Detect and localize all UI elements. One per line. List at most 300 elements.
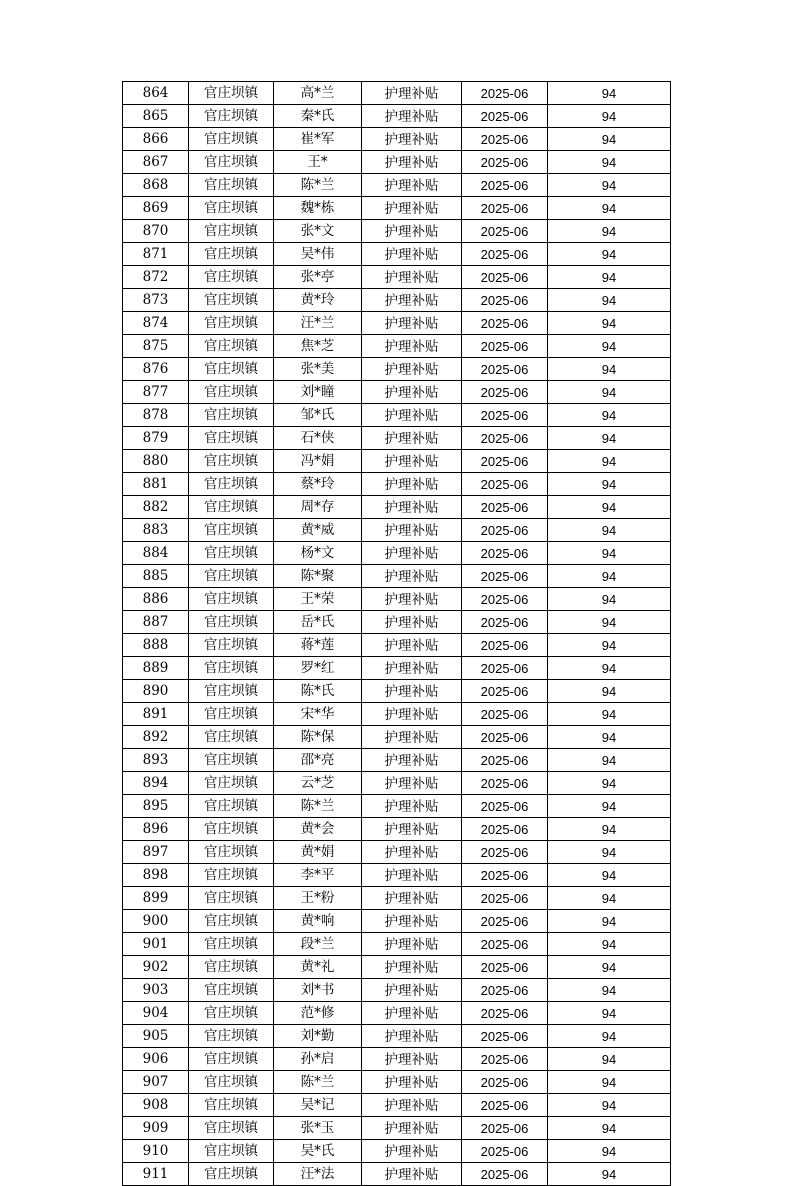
amount-cell: 94 [548,243,671,266]
amount-cell: 94 [548,496,671,519]
period-cell: 2025-06 [462,1002,548,1025]
amount-cell: 94 [548,128,671,151]
town-cell: 官庄坝镇 [189,818,274,841]
table-row [123,542,671,565]
amount-cell: 94 [548,565,671,588]
table-row [123,818,671,841]
amount-cell: 94 [548,910,671,933]
amount-cell: 94 [548,979,671,1002]
table-row [123,979,671,1002]
table-row [123,289,671,312]
name-cell: 罗*红 [274,657,362,680]
amount-cell: 94 [548,749,671,772]
table-row [123,726,671,749]
period-cell: 2025-06 [462,979,548,1002]
period-cell: 2025-06 [462,404,548,427]
subsidy-type-cell: 护理补贴 [362,657,462,680]
name-cell: 冯*娟 [274,450,362,473]
name-cell: 范*修 [274,1002,362,1025]
period-cell: 2025-06 [462,611,548,634]
row-number-cell: 875 [123,335,189,358]
amount-cell: 94 [548,151,671,174]
town-cell: 官庄坝镇 [189,450,274,473]
name-cell: 张*文 [274,220,362,243]
name-cell: 陈*聚 [274,565,362,588]
subsidy-type-cell: 护理补贴 [362,496,462,519]
row-number-cell: 886 [123,588,189,611]
name-cell: 张*亭 [274,266,362,289]
row-number-cell: 901 [123,933,189,956]
subsidy-type-cell: 护理补贴 [362,174,462,197]
period-cell: 2025-06 [462,151,548,174]
table-row [123,243,671,266]
table-row [123,887,671,910]
name-cell: 蔡*玲 [274,473,362,496]
subsidy-type-cell: 护理补贴 [362,565,462,588]
table-row [123,1117,671,1140]
row-number-cell: 867 [123,151,189,174]
name-cell: 崔*军 [274,128,362,151]
row-number-cell: 873 [123,289,189,312]
period-cell: 2025-06 [462,1163,548,1186]
name-cell: 孙*启 [274,1048,362,1071]
amount-cell: 94 [548,1025,671,1048]
name-cell: 刘*勤 [274,1025,362,1048]
row-number-cell: 874 [123,312,189,335]
name-cell: 高*兰 [274,82,362,105]
name-cell: 王*粉 [274,887,362,910]
row-number-cell: 865 [123,105,189,128]
table-row [123,703,671,726]
amount-cell: 94 [548,358,671,381]
subsidy-type-cell: 护理补贴 [362,105,462,128]
row-number-cell: 902 [123,956,189,979]
period-cell: 2025-06 [462,841,548,864]
subsidy-type-cell: 护理补贴 [362,312,462,335]
name-cell: 吴*记 [274,1094,362,1117]
subsidy-type-cell: 护理补贴 [362,151,462,174]
amount-cell: 94 [548,818,671,841]
subsidy-type-cell: 护理补贴 [362,680,462,703]
row-number-cell: 895 [123,795,189,818]
table-row [123,565,671,588]
row-number-cell: 896 [123,818,189,841]
amount-cell: 94 [548,795,671,818]
period-cell: 2025-06 [462,588,548,611]
row-number-cell: 889 [123,657,189,680]
town-cell: 官庄坝镇 [189,519,274,542]
amount-cell: 94 [548,197,671,220]
period-cell: 2025-06 [462,1071,548,1094]
subsidy-type-cell: 护理补贴 [362,795,462,818]
town-cell: 官庄坝镇 [189,358,274,381]
subsidy-type-cell: 护理补贴 [362,220,462,243]
subsidy-type-cell: 护理补贴 [362,703,462,726]
town-cell: 官庄坝镇 [189,105,274,128]
name-cell: 张*美 [274,358,362,381]
amount-cell: 94 [548,1002,671,1025]
period-cell: 2025-06 [462,128,548,151]
town-cell: 官庄坝镇 [189,565,274,588]
town-cell: 官庄坝镇 [189,1071,274,1094]
period-cell: 2025-06 [462,933,548,956]
town-cell: 官庄坝镇 [189,473,274,496]
subsidy-type-cell: 护理补贴 [362,381,462,404]
period-cell: 2025-06 [462,542,548,565]
row-number-cell: 879 [123,427,189,450]
row-number-cell: 911 [123,1163,189,1186]
name-cell: 张*玉 [274,1117,362,1140]
subsidy-table [122,81,671,1186]
period-cell: 2025-06 [462,243,548,266]
amount-cell: 94 [548,1094,671,1117]
table-row [123,749,671,772]
town-cell: 官庄坝镇 [189,657,274,680]
table-row [123,427,671,450]
row-number-cell: 888 [123,634,189,657]
row-number-cell: 909 [123,1117,189,1140]
subsidy-type-cell: 护理补贴 [362,450,462,473]
name-cell: 黄*响 [274,910,362,933]
town-cell: 官庄坝镇 [189,381,274,404]
town-cell: 官庄坝镇 [189,749,274,772]
amount-cell: 94 [548,680,671,703]
period-cell: 2025-06 [462,82,548,105]
table-row [123,657,671,680]
period-cell: 2025-06 [462,818,548,841]
period-cell: 2025-06 [462,335,548,358]
amount-cell: 94 [548,450,671,473]
table-row [123,588,671,611]
period-cell: 2025-06 [462,289,548,312]
amount-cell: 94 [548,864,671,887]
table-row [123,956,671,979]
name-cell: 段*兰 [274,933,362,956]
town-cell: 官庄坝镇 [189,312,274,335]
name-cell: 焦*芝 [274,335,362,358]
name-cell: 石*侠 [274,427,362,450]
name-cell: 黄*玲 [274,289,362,312]
amount-cell: 94 [548,933,671,956]
name-cell: 陈*兰 [274,174,362,197]
table-row [123,266,671,289]
town-cell: 官庄坝镇 [189,726,274,749]
period-cell: 2025-06 [462,266,548,289]
row-number-cell: 880 [123,450,189,473]
amount-cell: 94 [548,105,671,128]
period-cell: 2025-06 [462,565,548,588]
town-cell: 官庄坝镇 [189,1117,274,1140]
subsidy-type-cell: 护理补贴 [362,82,462,105]
table-row [123,864,671,887]
name-cell: 汪*法 [274,1163,362,1186]
table-row [123,795,671,818]
period-cell: 2025-06 [462,427,548,450]
town-cell: 官庄坝镇 [189,979,274,1002]
name-cell: 陈*保 [274,726,362,749]
amount-cell: 94 [548,427,671,450]
period-cell: 2025-06 [462,726,548,749]
table-row [123,312,671,335]
amount-cell: 94 [548,726,671,749]
name-cell: 吴*氏 [274,1140,362,1163]
period-cell: 2025-06 [462,496,548,519]
row-number-cell: 899 [123,887,189,910]
amount-cell: 94 [548,703,671,726]
name-cell: 周*存 [274,496,362,519]
amount-cell: 94 [548,1140,671,1163]
row-number-cell: 866 [123,128,189,151]
town-cell: 官庄坝镇 [189,404,274,427]
row-number-cell: 903 [123,979,189,1002]
subsidy-table-body [123,82,671,1186]
subsidy-type-cell: 护理补贴 [362,933,462,956]
town-cell: 官庄坝镇 [189,680,274,703]
table-row [123,220,671,243]
town-cell: 官庄坝镇 [189,703,274,726]
table-row [123,473,671,496]
row-number-cell: 881 [123,473,189,496]
name-cell: 黄*威 [274,519,362,542]
period-cell: 2025-06 [462,910,548,933]
subsidy-type-cell: 护理补贴 [362,611,462,634]
table-row [123,381,671,404]
period-cell: 2025-06 [462,1048,548,1071]
row-number-cell: 904 [123,1002,189,1025]
row-number-cell: 868 [123,174,189,197]
amount-cell: 94 [548,772,671,795]
subsidy-type-cell: 护理补贴 [362,243,462,266]
subsidy-type-cell: 护理补贴 [362,979,462,1002]
name-cell: 邹*氏 [274,404,362,427]
amount-cell: 94 [548,956,671,979]
table-row [123,634,671,657]
town-cell: 官庄坝镇 [189,841,274,864]
subsidy-type-cell: 护理补贴 [362,910,462,933]
row-number-cell: 905 [123,1025,189,1048]
name-cell: 陈*氏 [274,680,362,703]
subsidy-type-cell: 护理补贴 [362,1140,462,1163]
name-cell: 王*荣 [274,588,362,611]
subsidy-type-cell: 护理补贴 [362,634,462,657]
period-cell: 2025-06 [462,795,548,818]
town-cell: 官庄坝镇 [189,427,274,450]
subsidy-type-cell: 护理补贴 [362,197,462,220]
name-cell: 云*芝 [274,772,362,795]
period-cell: 2025-06 [462,1094,548,1117]
town-cell: 官庄坝镇 [189,220,274,243]
town-cell: 官庄坝镇 [189,542,274,565]
amount-cell: 94 [548,1163,671,1186]
table-row [123,1163,671,1186]
row-number-cell: 877 [123,381,189,404]
name-cell: 王* [274,151,362,174]
period-cell: 2025-06 [462,1025,548,1048]
table-row [123,1002,671,1025]
amount-cell: 94 [548,335,671,358]
subsidy-type-cell: 护理补贴 [362,887,462,910]
name-cell: 杨*文 [274,542,362,565]
table-row [123,1071,671,1094]
table-row [123,404,671,427]
town-cell: 官庄坝镇 [189,82,274,105]
row-number-cell: 892 [123,726,189,749]
period-cell: 2025-06 [462,1117,548,1140]
town-cell: 官庄坝镇 [189,634,274,657]
town-cell: 官庄坝镇 [189,151,274,174]
table-row [123,450,671,473]
amount-cell: 94 [548,1117,671,1140]
name-cell: 邵*亮 [274,749,362,772]
row-number-cell: 878 [123,404,189,427]
subsidy-type-cell: 护理补贴 [362,128,462,151]
row-number-cell: 910 [123,1140,189,1163]
row-number-cell: 885 [123,565,189,588]
subsidy-type-cell: 护理补贴 [362,404,462,427]
town-cell: 官庄坝镇 [189,910,274,933]
subsidy-type-cell: 护理补贴 [362,1071,462,1094]
name-cell: 岳*氏 [274,611,362,634]
subsidy-type-cell: 护理补贴 [362,473,462,496]
period-cell: 2025-06 [462,312,548,335]
row-number-cell: 883 [123,519,189,542]
row-number-cell: 884 [123,542,189,565]
table-row [123,1048,671,1071]
name-cell: 刘*书 [274,979,362,1002]
amount-cell: 94 [548,1048,671,1071]
town-cell: 官庄坝镇 [189,1094,274,1117]
name-cell: 蒋*莲 [274,634,362,657]
subsidy-type-cell: 护理补贴 [362,1117,462,1140]
subsidy-type-cell: 护理补贴 [362,1048,462,1071]
town-cell: 官庄坝镇 [189,795,274,818]
amount-cell: 94 [548,542,671,565]
name-cell: 陈*兰 [274,795,362,818]
table-row [123,933,671,956]
amount-cell: 94 [548,381,671,404]
town-cell: 官庄坝镇 [189,1163,274,1186]
subsidy-type-cell: 护理补贴 [362,519,462,542]
name-cell: 黄*会 [274,818,362,841]
period-cell: 2025-06 [462,657,548,680]
period-cell: 2025-06 [462,519,548,542]
table-row [123,82,671,105]
name-cell: 吴*伟 [274,243,362,266]
period-cell: 2025-06 [462,450,548,473]
amount-cell: 94 [548,174,671,197]
row-number-cell: 887 [123,611,189,634]
amount-cell: 94 [548,289,671,312]
town-cell: 官庄坝镇 [189,1002,274,1025]
name-cell: 宋*华 [274,703,362,726]
subsidy-type-cell: 护理补贴 [362,335,462,358]
period-cell: 2025-06 [462,174,548,197]
period-cell: 2025-06 [462,634,548,657]
period-cell: 2025-06 [462,1140,548,1163]
row-number-cell: 871 [123,243,189,266]
subsidy-type-cell: 护理补贴 [362,1002,462,1025]
town-cell: 官庄坝镇 [189,335,274,358]
town-cell: 官庄坝镇 [189,772,274,795]
name-cell: 魏*栋 [274,197,362,220]
row-number-cell: 864 [123,82,189,105]
amount-cell: 94 [548,82,671,105]
period-cell: 2025-06 [462,749,548,772]
table-row [123,519,671,542]
table-row [123,910,671,933]
subsidy-type-cell: 护理补贴 [362,956,462,979]
name-cell: 李*平 [274,864,362,887]
subsidy-type-cell: 护理补贴 [362,864,462,887]
name-cell: 陈*兰 [274,1071,362,1094]
town-cell: 官庄坝镇 [189,1025,274,1048]
town-cell: 官庄坝镇 [189,1048,274,1071]
amount-cell: 94 [548,1071,671,1094]
table-row [123,680,671,703]
period-cell: 2025-06 [462,220,548,243]
period-cell: 2025-06 [462,105,548,128]
row-number-cell: 882 [123,496,189,519]
table-row [123,128,671,151]
subsidy-table-container [122,81,671,1186]
period-cell: 2025-06 [462,703,548,726]
row-number-cell: 893 [123,749,189,772]
name-cell: 黄*娟 [274,841,362,864]
period-cell: 2025-06 [462,680,548,703]
subsidy-type-cell: 护理补贴 [362,358,462,381]
subsidy-type-cell: 护理补贴 [362,1163,462,1186]
table-row [123,151,671,174]
name-cell: 刘*瞳 [274,381,362,404]
table-row [123,358,671,381]
town-cell: 官庄坝镇 [189,266,274,289]
table-row [123,772,671,795]
town-cell: 官庄坝镇 [189,864,274,887]
subsidy-type-cell: 护理补贴 [362,266,462,289]
town-cell: 官庄坝镇 [189,289,274,312]
town-cell: 官庄坝镇 [189,956,274,979]
subsidy-type-cell: 护理补贴 [362,726,462,749]
row-number-cell: 869 [123,197,189,220]
amount-cell: 94 [548,312,671,335]
period-cell: 2025-06 [462,772,548,795]
town-cell: 官庄坝镇 [189,496,274,519]
name-cell: 秦*氏 [274,105,362,128]
town-cell: 官庄坝镇 [189,611,274,634]
town-cell: 官庄坝镇 [189,128,274,151]
town-cell: 官庄坝镇 [189,197,274,220]
amount-cell: 94 [548,220,671,243]
subsidy-type-cell: 护理补贴 [362,772,462,795]
table-row [123,841,671,864]
row-number-cell: 891 [123,703,189,726]
subsidy-type-cell: 护理补贴 [362,542,462,565]
name-cell: 黄*礼 [274,956,362,979]
row-number-cell: 906 [123,1048,189,1071]
table-row [123,105,671,128]
period-cell: 2025-06 [462,381,548,404]
subsidy-type-cell: 护理补贴 [362,427,462,450]
amount-cell: 94 [548,657,671,680]
subsidy-type-cell: 护理补贴 [362,289,462,312]
period-cell: 2025-06 [462,473,548,496]
row-number-cell: 870 [123,220,189,243]
table-row [123,611,671,634]
amount-cell: 94 [548,611,671,634]
table-row [123,1140,671,1163]
period-cell: 2025-06 [462,358,548,381]
table-row [123,335,671,358]
